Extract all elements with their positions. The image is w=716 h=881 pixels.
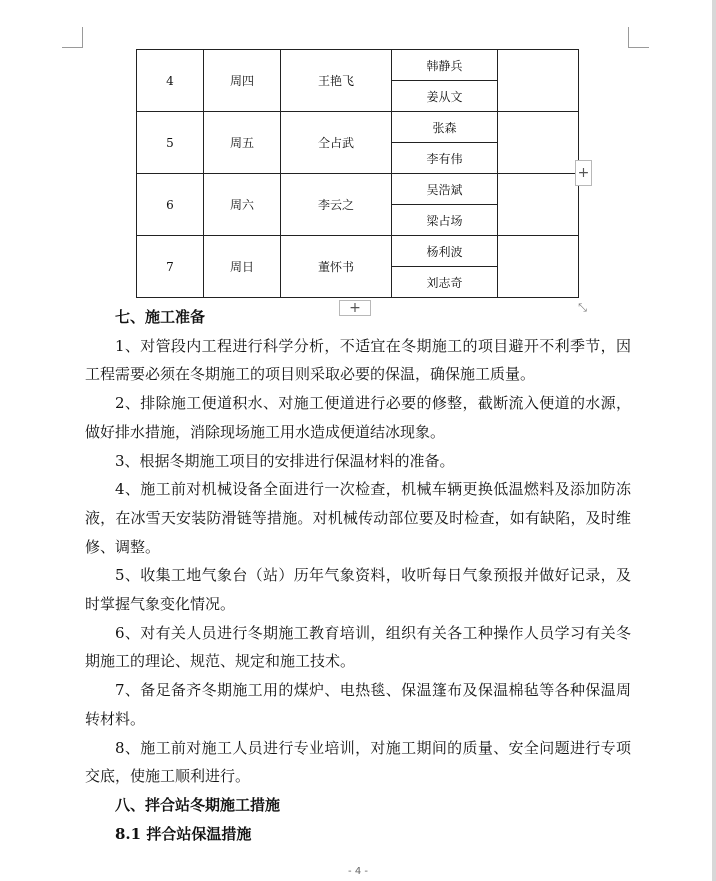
leader-cell[interactable]: 李云之 bbox=[281, 174, 392, 236]
member-cell[interactable]: 杨利波 bbox=[392, 236, 498, 267]
member-cell[interactable]: 姜从文 bbox=[392, 81, 498, 112]
member-cell[interactable]: 张森 bbox=[392, 112, 498, 143]
weekday-cell[interactable]: 周五 bbox=[204, 112, 281, 174]
table-row bbox=[137, 174, 579, 205]
remark-cell[interactable] bbox=[498, 174, 579, 236]
remark-cell[interactable] bbox=[498, 236, 579, 298]
table-row bbox=[137, 236, 579, 267]
margin-corner-mark bbox=[62, 27, 83, 48]
weekday-cell[interactable]: 周四 bbox=[204, 50, 281, 112]
member-cell[interactable]: 刘志奇 bbox=[392, 267, 498, 298]
paragraph: 5、收集工地气象台（站）历年气象资料，收听每日气象预报并做好记录，及时掌握气象变化情况。 bbox=[85, 566, 631, 614]
row-number-cell[interactable]: 4 bbox=[137, 50, 204, 112]
document-body bbox=[85, 303, 631, 848]
row-number-cell[interactable]: 7 bbox=[137, 236, 204, 298]
table-row bbox=[137, 50, 579, 81]
window-edge bbox=[712, 0, 716, 881]
paragraph: 3、根据冬期施工项目的安排进行保温材料的准备。 bbox=[115, 451, 455, 470]
page-number: - 4 - bbox=[348, 866, 368, 877]
add-row-button[interactable]: + bbox=[339, 300, 371, 316]
leader-cell[interactable]: 王艳飞 bbox=[281, 50, 392, 112]
member-cell[interactable]: 韩静兵 bbox=[392, 50, 498, 81]
paragraph: 8、施工前对施工人员进行专业培训，对施工期间的质量、安全问题进行专项交底，使施工顺利进行。 bbox=[85, 738, 631, 786]
row-number-cell[interactable]: 6 bbox=[137, 174, 204, 236]
duty-roster-table[interactable] bbox=[136, 49, 579, 298]
section-heading: 七、施工准备 bbox=[115, 308, 206, 326]
paragraph: 1、对管段内工程进行科学分析，不适宜在冬期施工的项目避开不利季节，因工程需要必须在冬期施工的项目则采取必要的保温，确保施工质量。 bbox=[85, 336, 631, 384]
table-row bbox=[137, 112, 579, 143]
weekday-cell[interactable]: 周六 bbox=[204, 174, 281, 236]
paragraph: 2、排除施工便道积水、对施工便道进行必要的修整，截断流入便道的水源，做好排水措施，消除现场施工用水造成便道结冰现象。 bbox=[85, 394, 631, 441]
paragraph: 6、对有关人员进行冬期施工教育培训，组织有关各工种操作人员学习有关冬期施工的理论、规范、规定和施工技术。 bbox=[85, 623, 631, 671]
table-resize-icon[interactable]: ⤡ bbox=[578, 301, 587, 314]
leader-cell[interactable]: 仝占武 bbox=[281, 112, 392, 174]
paragraph: 7、备足备齐冬期施工用的煤炉、电热毯、保温篷布及保温棉毡等各种保温周转材料。 bbox=[85, 681, 631, 728]
remark-cell[interactable] bbox=[498, 112, 579, 174]
weekday-cell[interactable]: 周日 bbox=[204, 236, 281, 298]
section-heading: 八、拌合站冬期施工措施 bbox=[115, 795, 281, 814]
remark-cell[interactable] bbox=[498, 50, 579, 112]
paragraph: 4、施工前对机械设备全面进行一次检查，机械车辆更换低温燃料及添加防冻液，在冰雪天安装防滑链等措施。对机械传动部位要及时检查，如有缺陷，及时维修、调整。 bbox=[85, 480, 631, 556]
margin-corner-mark bbox=[628, 27, 649, 48]
leader-cell[interactable]: 董怀书 bbox=[281, 236, 392, 298]
row-number-cell[interactable]: 5 bbox=[137, 112, 204, 174]
member-cell[interactable]: 李有伟 bbox=[392, 143, 498, 174]
member-cell[interactable]: 吴浩斌 bbox=[392, 174, 498, 205]
member-cell[interactable]: 梁占场 bbox=[392, 205, 498, 236]
add-column-button[interactable]: + bbox=[575, 160, 592, 186]
subsection-heading: 8.1 拌合站保温措施 bbox=[115, 824, 252, 843]
